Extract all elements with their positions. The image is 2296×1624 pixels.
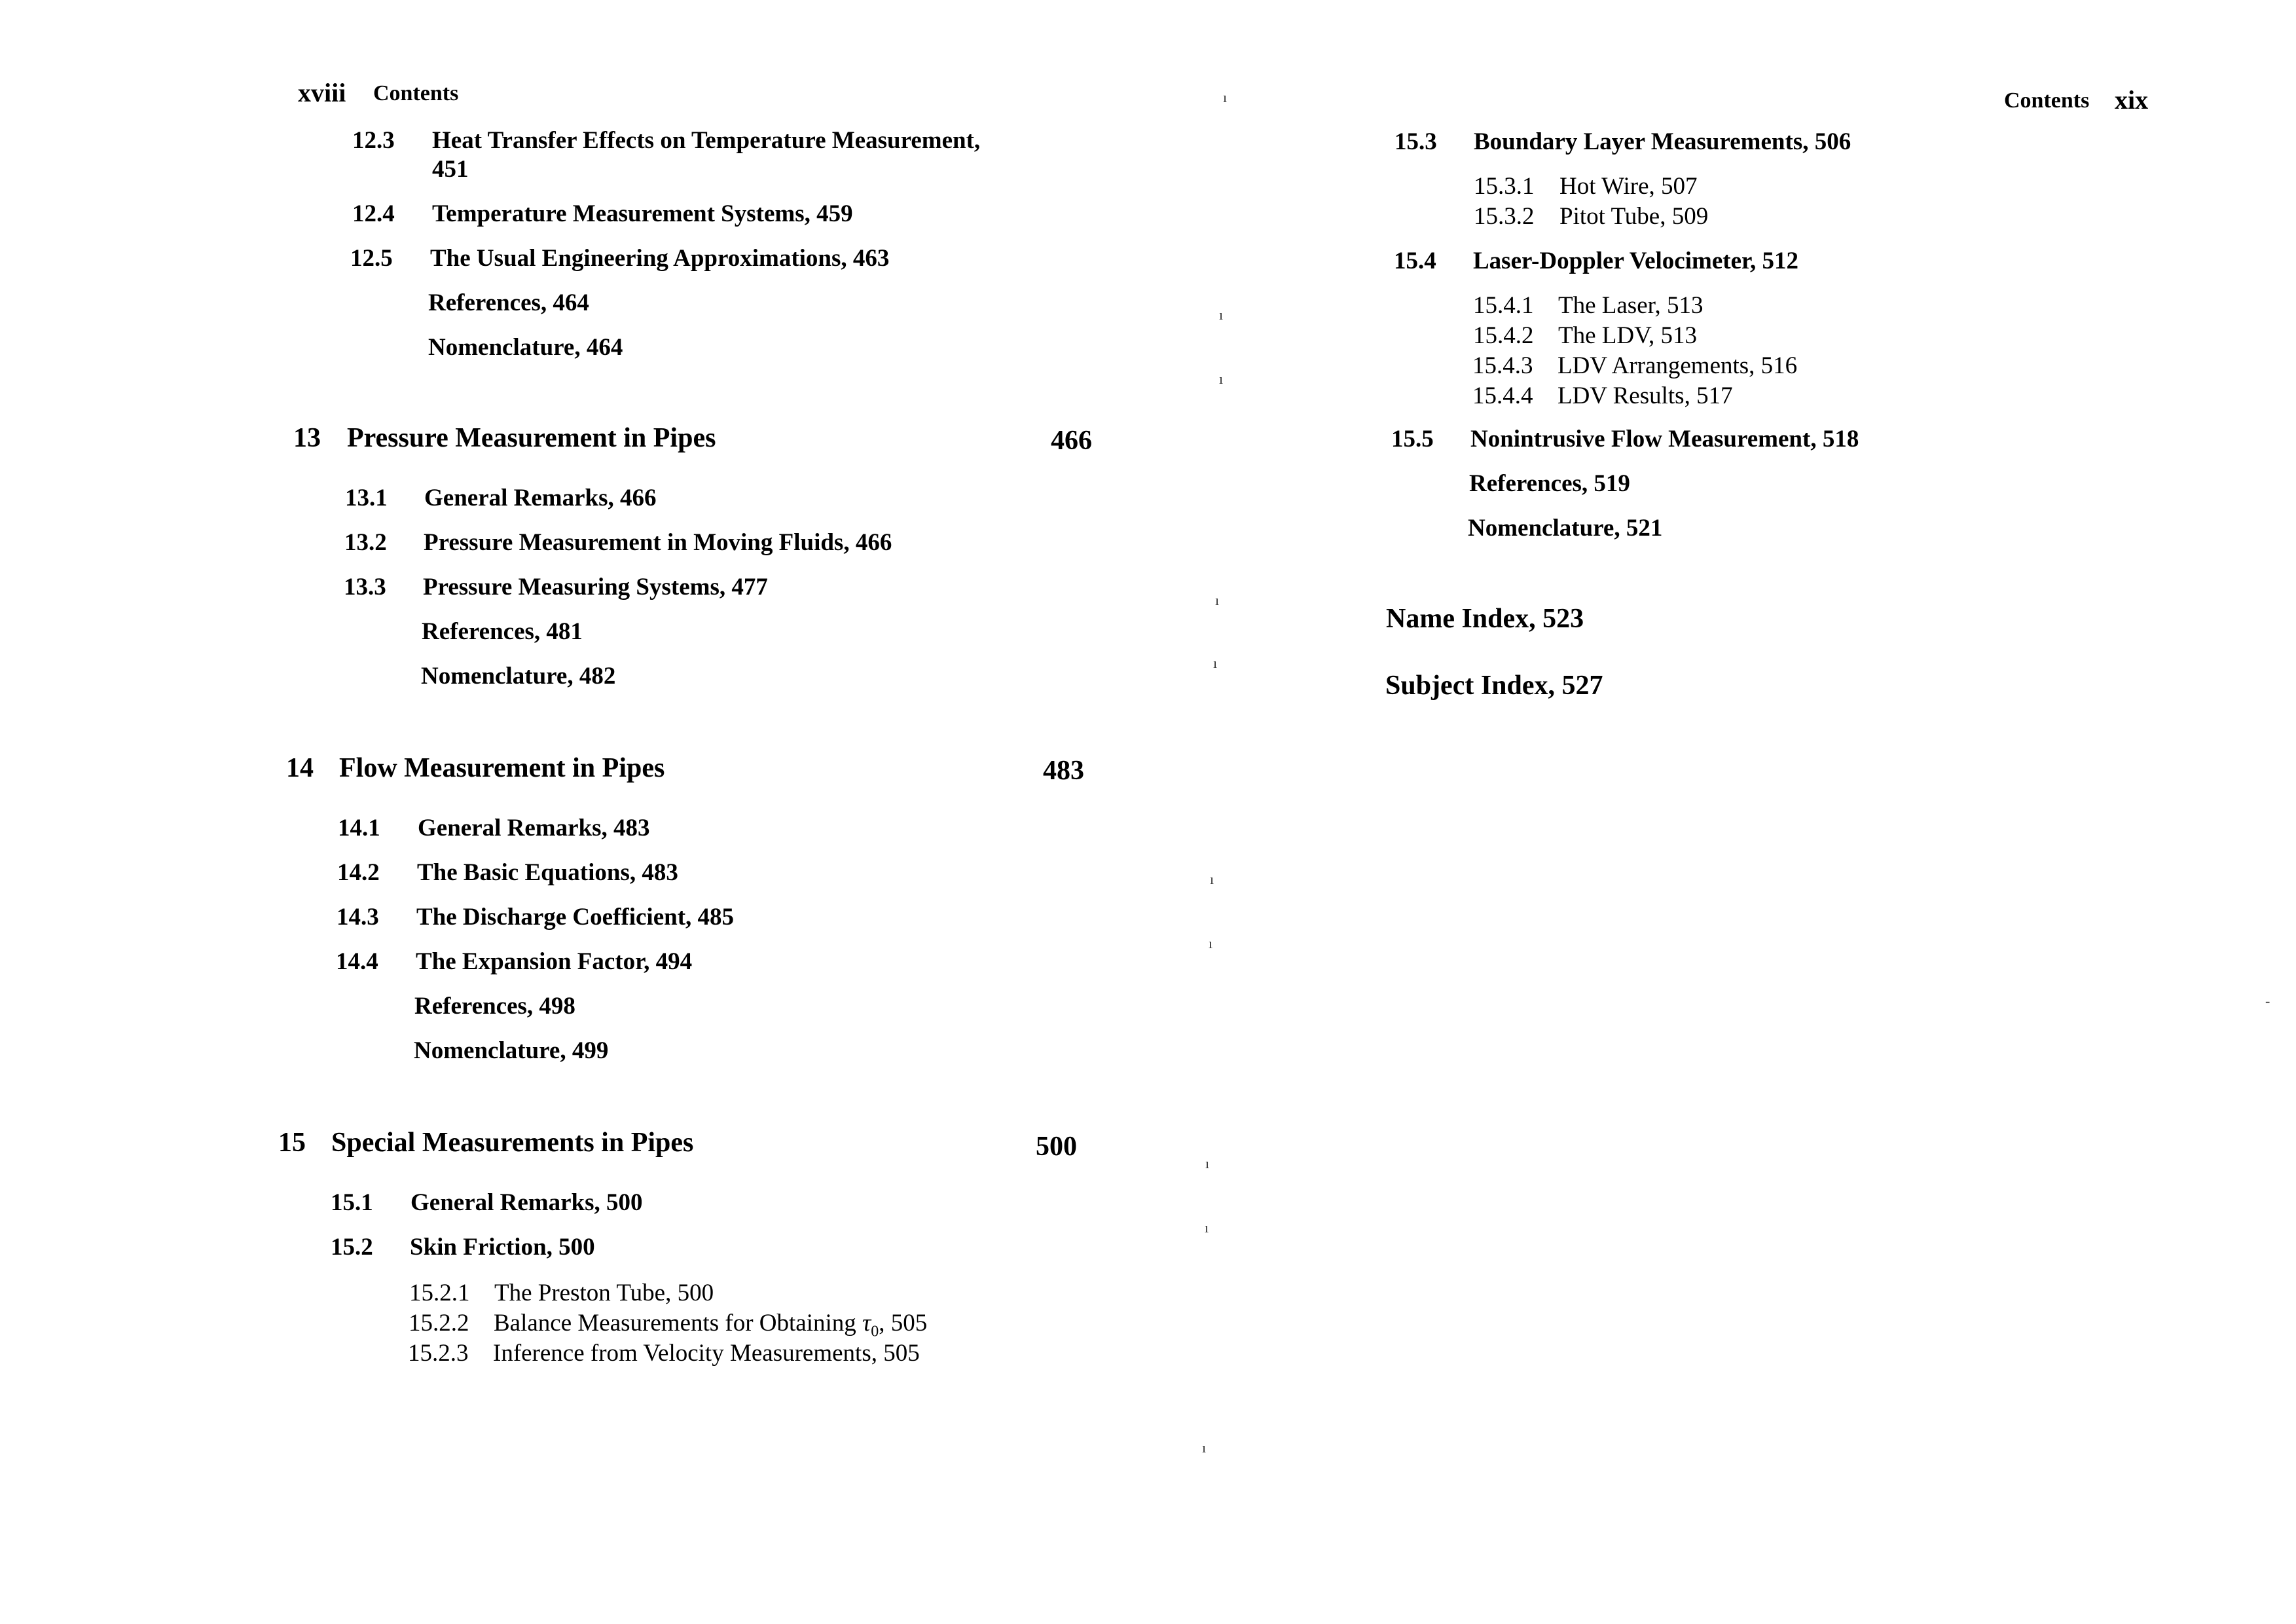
toc-subsection-number: 15.3.1 xyxy=(1474,173,1535,200)
toc-entry-title: The Discharge Coefficient, 485 xyxy=(416,904,735,931)
toc-subsection-number: 15.2.2 xyxy=(409,1310,469,1337)
toc-section-number: 14.2 xyxy=(337,859,380,886)
toc-subsection-title: LDV Results, 517 xyxy=(1558,382,1733,409)
scan-speck: ı xyxy=(1209,935,1213,951)
tau-subscript: 0 xyxy=(871,1323,879,1340)
chapter-page-number: 500 xyxy=(1036,1132,1077,1162)
toc-subsection-number: 15.3.2 xyxy=(1474,203,1535,230)
toc-subsection-number: 15.4.3 xyxy=(1472,352,1533,379)
toc-entry-title: The Expansion Factor, 494 xyxy=(416,948,693,975)
toc-entry-title: Nonintrusive Flow Measurement, 518 xyxy=(1470,426,1859,452)
chapter-title: Pressure Measurement in Pipes xyxy=(347,423,716,453)
right-running-header: Contents xyxy=(2004,88,2090,113)
toc-section-number: 13.1 xyxy=(345,485,388,511)
toc-subsection-number: 15.4.4 xyxy=(1472,382,1533,409)
chapter-page-number: 483 xyxy=(1043,756,1084,786)
scan-speck: ı xyxy=(1205,1219,1209,1236)
toc-entry-title: Pressure Measurement in Moving Fluids, 466 xyxy=(424,529,892,556)
toc-entry-title: General Remarks, 500 xyxy=(410,1189,643,1216)
toc-entry-title-continued: 451 xyxy=(432,156,469,183)
chapter-title: Special Measurements in Pipes xyxy=(331,1128,694,1158)
scan-speck: ı xyxy=(1210,871,1214,887)
left-page-number: xviii xyxy=(298,78,346,107)
toc-section-number: 15.5 xyxy=(1391,426,1434,452)
scan-speck: ı xyxy=(1213,655,1218,671)
right-page xyxy=(1192,0,2296,1624)
toc-entry-title: Temperature Measurement Systems, 459 xyxy=(432,200,853,227)
chapter-page-number: 466 xyxy=(1051,426,1092,456)
toc-subsection-number: 15.4.2 xyxy=(1473,322,1534,349)
toc-subsection-title xyxy=(494,1311,927,1339)
toc-references: References, 498 xyxy=(414,993,575,1020)
toc-section-number: 12.4 xyxy=(352,200,395,227)
toc-nomenclature: Nomenclature, 499 xyxy=(414,1037,609,1064)
left-running-header: Contents xyxy=(373,81,459,105)
toc-entry-title: Skin Friction, 500 xyxy=(410,1234,595,1261)
subsection-title-text: Balance Measurements for Obtaining xyxy=(494,1310,856,1337)
scan-speck: ı xyxy=(1219,371,1224,387)
toc-entry-title: General Remarks, 466 xyxy=(424,485,657,511)
toc-section-number: 14.4 xyxy=(336,948,378,975)
toc-subsection-title: The LDV, 513 xyxy=(1558,322,1698,349)
toc-section-number: 12.5 xyxy=(350,245,393,272)
scan-speck: ı xyxy=(1215,592,1220,608)
toc-subsection-title: The Preston Tube, 500 xyxy=(494,1280,714,1306)
toc-section-number: 13.2 xyxy=(344,529,387,556)
tau-symbol: τ xyxy=(862,1310,871,1337)
toc-subsection-title: LDV Arrangements, 516 xyxy=(1558,352,1798,379)
toc-subsection-title: Hot Wire, 507 xyxy=(1559,173,1698,200)
toc-references: References, 519 xyxy=(1469,470,1630,497)
name-index-entry: Name Index, 523 xyxy=(1386,604,1584,634)
chapter-title: Flow Measurement in Pipes xyxy=(339,753,665,783)
toc-references: References, 481 xyxy=(422,618,583,645)
toc-entry-title: The Basic Equations, 483 xyxy=(417,859,678,886)
scan-speck: - xyxy=(2265,993,2270,1009)
toc-section-number: 15.3 xyxy=(1394,128,1437,155)
toc-subsection-number: 15.4.1 xyxy=(1473,292,1534,319)
toc-section-number: 14.1 xyxy=(338,815,380,841)
toc-section-number: 15.1 xyxy=(331,1189,373,1216)
right-page-number: xix xyxy=(2115,85,2149,115)
toc-subsection-number: 15.2.1 xyxy=(409,1280,470,1306)
chapter-number: 15 xyxy=(278,1128,306,1158)
subsection-page: , 505 xyxy=(879,1310,928,1337)
scan-speck: ı xyxy=(1219,306,1224,323)
toc-section-number: 14.3 xyxy=(337,904,379,931)
toc-subsection-title: The Laser, 513 xyxy=(1558,292,1704,319)
toc-nomenclature: Nomenclature, 521 xyxy=(1468,515,1663,542)
toc-references: References, 464 xyxy=(428,289,589,316)
toc-subsection-number: 15.2.3 xyxy=(408,1340,469,1367)
toc-entry-title: The Usual Engineering Approximations, 463 xyxy=(430,245,890,272)
subject-index-entry: Subject Index, 527 xyxy=(1385,671,1603,701)
chapter-number: 14 xyxy=(286,753,314,783)
toc-subsection-title: Inference from Velocity Measurements, 505 xyxy=(493,1340,920,1367)
toc-entry-title: Laser-Doppler Velocimeter, 512 xyxy=(1473,248,1799,274)
toc-section-number: 12.3 xyxy=(352,127,395,154)
scan-speck: ı xyxy=(1202,1439,1207,1456)
toc-nomenclature: Nomenclature, 464 xyxy=(428,334,623,361)
toc-section-number: 13.3 xyxy=(344,574,386,600)
chapter-number: 13 xyxy=(293,423,321,453)
toc-entry-title: Heat Transfer Effects on Temperature Measurement, xyxy=(432,127,981,154)
toc-entry-title: General Remarks, 483 xyxy=(418,815,650,841)
toc-section-number: 15.2 xyxy=(331,1234,373,1261)
toc-entry-title: Boundary Layer Measurements, 506 xyxy=(1474,128,1851,155)
toc-entry-title: Pressure Measuring Systems, 477 xyxy=(423,574,768,600)
toc-subsection-title: Pitot Tube, 509 xyxy=(1559,203,1709,230)
toc-nomenclature: Nomenclature, 482 xyxy=(421,663,616,690)
scan-speck: ı xyxy=(1205,1155,1210,1172)
scan-speck: ı xyxy=(1223,89,1228,105)
toc-section-number: 15.4 xyxy=(1394,248,1436,274)
